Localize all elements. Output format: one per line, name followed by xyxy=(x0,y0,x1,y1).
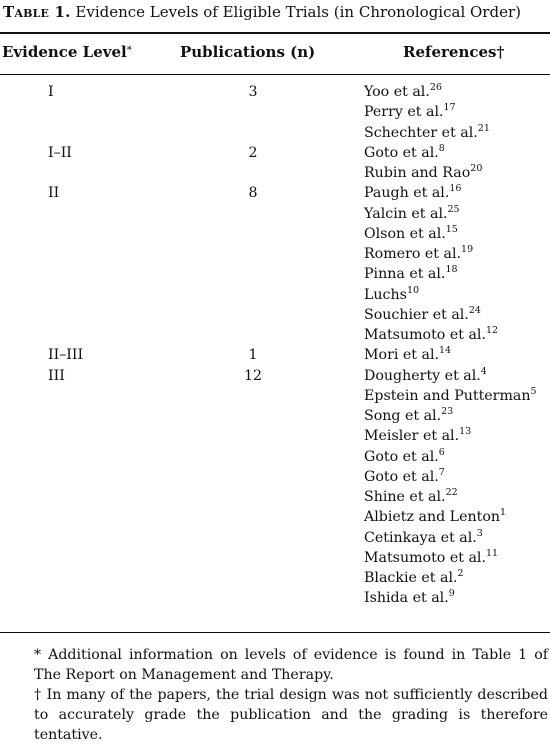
reference-cell xyxy=(364,386,537,406)
reference-cell xyxy=(364,467,445,487)
reference-number: 6 xyxy=(438,446,445,458)
reference-number: 9 xyxy=(448,588,455,600)
table-caption-text: Evidence Levels of Eligible Trials (in Chronological Order) xyxy=(75,3,521,21)
reference-cell xyxy=(364,548,498,568)
reference-number: 14 xyxy=(439,345,452,357)
reference-name: Cetinkaya et al. xyxy=(364,529,477,546)
reference-name: Paugh et al. xyxy=(364,185,450,202)
reference-name: Olson et al. xyxy=(364,225,446,242)
reference-number: 10 xyxy=(406,284,420,296)
reference-name: Albietz and Lenton xyxy=(364,509,501,526)
reference-name: Goto et al. xyxy=(364,448,439,465)
reference-cell xyxy=(364,325,498,345)
reference-name: Meisler et al. xyxy=(364,428,460,445)
footnote-levels: * Additional information on levels of evidence is found in Table 1 of The Report on Management and Therapy. xyxy=(34,647,548,683)
reference-cell xyxy=(364,82,442,102)
reference-number: 26 xyxy=(429,82,442,93)
reference-name: Yoo et al. xyxy=(364,84,430,100)
reference-number: 11 xyxy=(485,547,499,559)
reference-cell xyxy=(364,487,458,507)
header-rule xyxy=(0,74,550,75)
reference-number: 22 xyxy=(445,487,458,498)
reference-cell xyxy=(364,507,506,527)
reference-name: Matsumoto et al. xyxy=(364,549,486,566)
reference-cell xyxy=(364,447,445,467)
top-rule xyxy=(0,32,550,34)
reference-number: 2 xyxy=(457,568,464,579)
reference-name: Matsumoto et al. xyxy=(364,327,486,343)
reference-name: Goto et al. xyxy=(364,144,439,161)
reference-name: Souchier et al. xyxy=(364,306,469,323)
reference-name: Schechter et al. xyxy=(364,124,478,141)
publication-count-cell: 8 xyxy=(248,185,258,202)
reference-name: Epstein and Putterman xyxy=(364,387,531,404)
publication-count-cell: 12 xyxy=(243,367,263,384)
reference-number: 3 xyxy=(476,527,483,539)
header-publications: Publications (n) xyxy=(180,43,316,61)
reference-number: 21 xyxy=(477,122,490,134)
reference-name: Goto et al. xyxy=(364,468,439,485)
reference-number: 24 xyxy=(468,304,481,316)
publication-count-cell: 3 xyxy=(248,84,258,100)
reference-cell xyxy=(364,588,455,608)
reference-name: Ishida et al. xyxy=(364,590,449,607)
publication-count-cell: 1 xyxy=(248,347,258,364)
reference-name: Yalcin et al. xyxy=(364,205,448,222)
reference-cell xyxy=(364,568,464,588)
evidence-level-cell: I xyxy=(48,84,54,100)
reference-number: 17 xyxy=(443,102,456,114)
publication-count-cell: 2 xyxy=(248,144,258,161)
reference-cell xyxy=(364,123,490,143)
evidence-level-cell: III xyxy=(48,367,65,384)
bottom-rule xyxy=(0,632,550,633)
reference-name: Song et al. xyxy=(364,408,442,424)
reference-name: Romero et al. xyxy=(364,246,462,262)
reference-cell xyxy=(364,244,473,264)
reference-number: 8 xyxy=(438,142,445,154)
reference-number: 18 xyxy=(445,264,458,276)
reference-cell xyxy=(364,366,487,386)
reference-cell xyxy=(364,183,461,203)
footnote-grading: † In many of the papers, the trial design was not sufficiently described to accurately grade the publication and the grading is therefore tentative. xyxy=(34,687,548,743)
reference-number: 5 xyxy=(530,385,537,397)
reference-name: Perry et al. xyxy=(364,104,444,121)
reference-number: 12 xyxy=(485,325,499,336)
reference-cell xyxy=(364,305,481,325)
reference-name: Pinna et al. xyxy=(364,266,446,283)
reference-cell xyxy=(364,102,456,122)
reference-cell xyxy=(364,143,445,163)
reference-cell xyxy=(364,264,458,284)
reference-cell xyxy=(364,406,453,426)
reference-number: 20 xyxy=(470,163,483,174)
table-caption xyxy=(3,2,548,22)
reference-number: 23 xyxy=(441,406,454,417)
reference-name: Rubin and Rao xyxy=(364,165,471,181)
table-caption-label: Table 1. xyxy=(3,3,71,21)
evidence-level-cell: II–III xyxy=(48,347,84,364)
reference-cell xyxy=(364,224,458,244)
reference-number: 4 xyxy=(480,365,487,377)
reference-name: Luchs xyxy=(364,286,407,303)
reference-name: Shine et al. xyxy=(364,489,446,505)
reference-cell xyxy=(364,528,483,548)
reference-cell xyxy=(364,163,482,183)
reference-number: 15 xyxy=(445,223,458,235)
reference-number: 16 xyxy=(449,183,462,195)
evidence-level-cell: I–II xyxy=(48,144,72,161)
reference-cell xyxy=(364,345,451,365)
header-references: References† xyxy=(403,43,505,61)
reference-number: 19 xyxy=(461,244,474,255)
reference-name: Blackie et al. xyxy=(364,570,458,586)
reference-number: 13 xyxy=(459,426,472,438)
reference-name: Dougherty et al. xyxy=(364,367,481,384)
reference-cell xyxy=(364,285,419,305)
reference-number: 25 xyxy=(447,203,460,215)
reference-number: 1 xyxy=(500,507,507,519)
reference-name: Mori et al. xyxy=(364,347,440,364)
reference-cell xyxy=(364,204,460,224)
reference-number: 7 xyxy=(438,466,445,478)
reference-cell xyxy=(364,426,471,446)
evidence-level-cell: II xyxy=(48,185,60,202)
header-evidence-level: Evidence Level* xyxy=(2,43,132,61)
